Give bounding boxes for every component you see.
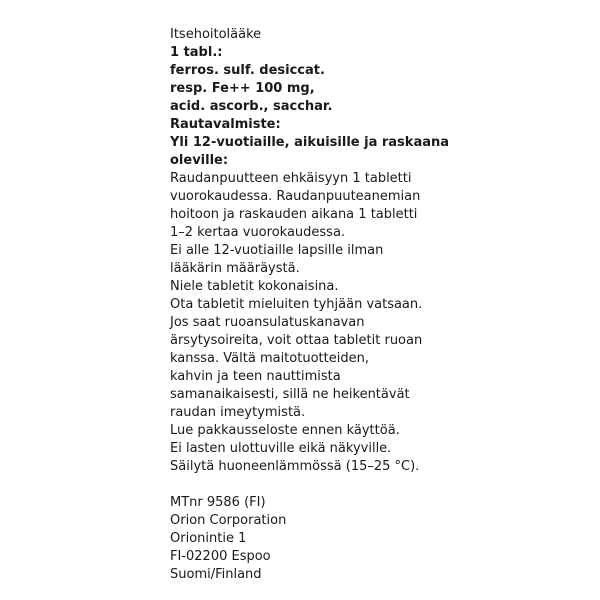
country: Suomi/Finland [170, 567, 262, 582]
instruction-line: Niele tabletit kokonaisina. [170, 279, 339, 294]
product-type-text: Rautavalmiste: [170, 117, 281, 132]
postal-city: FI-02200 Espoo [170, 549, 271, 564]
section-spacer [170, 476, 590, 494]
registration-number: MTnr 9586 (FI) [170, 495, 266, 510]
instruction-line: Ota tabletit mieluiten tyhjään vatsaan. [170, 297, 423, 312]
instruction-line: vuorokaudessa. Raudanpuuteanemian [170, 189, 421, 204]
street-address: Orionintie 1 [170, 531, 247, 546]
instruction-line: Ei lasten ulottuville eikä näkyville. [170, 441, 392, 456]
manufacturer-block [170, 494, 590, 584]
dose-unit-text: 1 tabl.: [170, 45, 223, 60]
instructions-block [170, 170, 590, 476]
audience-line-1: Yli 12-vuotiaille, aikuisille ja raskaana [170, 135, 450, 150]
instruction-line: Lue pakkausseloste ennen käyttöä. [170, 423, 400, 438]
instruction-line: kanssa. Vältä maitotuotteiden, [170, 351, 369, 366]
instruction-line: Säilytä huoneenlämmössä (15–25 °C). [170, 459, 420, 474]
audience-line-2: oleville: [170, 153, 229, 168]
instruction-line: ärsytysoireita, voit ottaa tabletit ruoan [170, 333, 423, 348]
instruction-line: Jos saat ruoansulatuskanavan [170, 315, 365, 330]
ingredient-line-1: ferros. sulf. desiccat. [170, 63, 325, 78]
instruction-line: raudan imeytymistä. [170, 405, 306, 420]
instruction-line: Raudanpuutteen ehkäisyyn 1 tabletti [170, 171, 412, 186]
ingredient-line-2: resp. Fe++ 100 mg, [170, 81, 315, 96]
instruction-line: Ei alle 12-vuotiaille lapsille ilman [170, 243, 384, 258]
ingredient-line-3: acid. ascorb., sacchar. [170, 99, 333, 114]
instruction-line: kahvin ja teen nauttimista [170, 369, 341, 384]
category-text: Itsehoitolääke [170, 27, 262, 42]
instruction-line: hoitoon ja raskauden aikana 1 tabletti [170, 207, 418, 222]
instruction-line: lääkärin määräystä. [170, 261, 300, 276]
package-label-text [170, 26, 590, 584]
instruction-line: 1–2 kertaa vuorokaudessa. [170, 225, 346, 240]
instruction-line: samanaikaisesti, sillä ne heikentävät [170, 387, 410, 402]
company-name: Orion Corporation [170, 513, 287, 528]
